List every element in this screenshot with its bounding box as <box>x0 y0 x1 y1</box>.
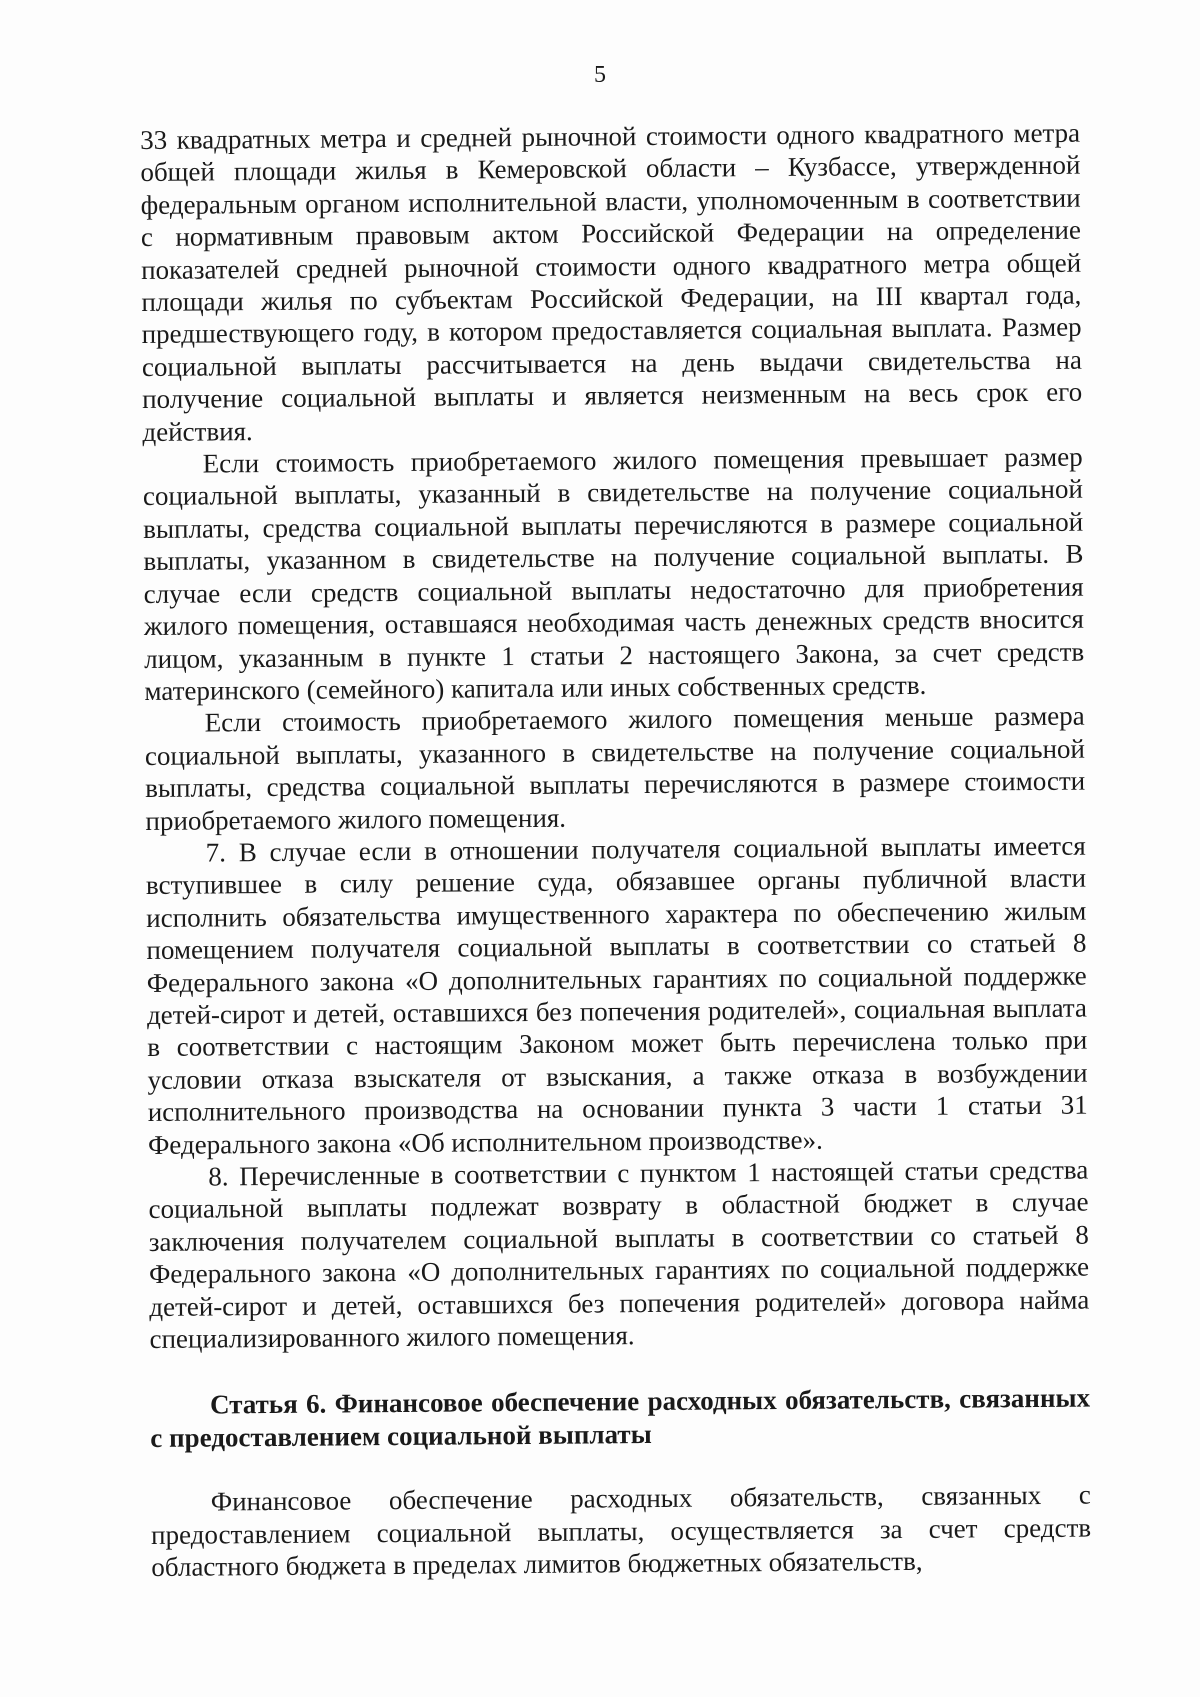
page-number: 5 <box>594 62 606 88</box>
paragraph-item-8: 8. Перечисленные в соответствии с пунктом 1 настоящей статьи средства социальной выплаты подлежат возврату в областной бюджет в случае заключения получателем социальной выплаты в соответствии со статьей 8 Федерального закона «О дополнительных гарантиях по социальной поддержке детей-сирот и детей, оставшихся без попечения родителей» договора найма специализированного жилого помещения. <box>148 1154 1090 1354</box>
paragraph-item-7: 7. В случае если в отношении получателя социальной выплаты имеется вступившее в силу решение суда, обязавшее органы публичной власти исполнить обязательства имущественного характера по обеспечению жилым помещением получателя социальной выплаты в соответствии со статьей 8 Федерального закона «О дополнительных гарантиях по социальной поддержке детей-сирот и детей, оставшихся без попечения родителей», социальная выплата в соответствии с настоящим Законом может быть перечислена только при условии отказа взыскателя от взыскания, а также отказа в возбуждении исполнительного производства на основании пункта 3 части 1 статьи 31 Федерального закона «Об исполнительном производстве». <box>145 830 1088 1160</box>
paragraph-continuation: 33 квадратных метра и средней рыночной стоимости одного квадратного метра общей площади жилья в Кемеровской области – Кузбассе, утвержденной федеральным органом исполнительной власти, уполномоченным в соответствии с нормативным правовым актом Российской Федерации на определение показателей средней рыночной стоимости одного квадратного метра общей площади жилья по субъектам Российской Федерации, на III квартал года, предшествующего году, в котором предоставляется социальная выплата. Размер социальной выплаты рассчитывается на день выдачи свидетельства на получение социальной выплаты и является неизменным на весь срок его действия. <box>140 117 1083 447</box>
paragraph-article-6-body: Финансовое обеспечение расходных обязательств, связанных с предоставлением социальной выплаты, осуществляется за счет средств областного бюджета в пределах лимитов бюджетных обязательств, <box>150 1479 1092 1583</box>
paragraph-cost-less: Если стоимость приобретаемого жилого помещения меньше размера социальной выплаты, указанного в свидетельстве на получение социальной выплаты, средства социальной выплаты перечисляются в размере стоимости приобретаемого жилого помещения. <box>144 700 1086 836</box>
paragraph-cost-exceeds: Если стоимость приобретаемого жилого помещения превышает размер социальной выплаты, указанный в свидетельстве на получение социальной выплаты, средства социальной выплаты перечисляются в размере социальной выплаты, указанном в свидетельстве на получение социальной выплаты. В случае если средств социальной выплаты недостаточно для приобретения жилого помещения, оставшаяся необходимая часть денежных средств вносится лицом, указанным в пункте 1 статьи 2 настоящего Закона, за счет средств материнского (семейного) капитала или иных собственных средств. <box>142 441 1085 706</box>
document-body <box>140 117 1091 1584</box>
article-6-heading: Статья 6. Финансовое обеспечение расходных обязательств, связанных с предоставлением социальной выплаты <box>150 1383 1091 1453</box>
